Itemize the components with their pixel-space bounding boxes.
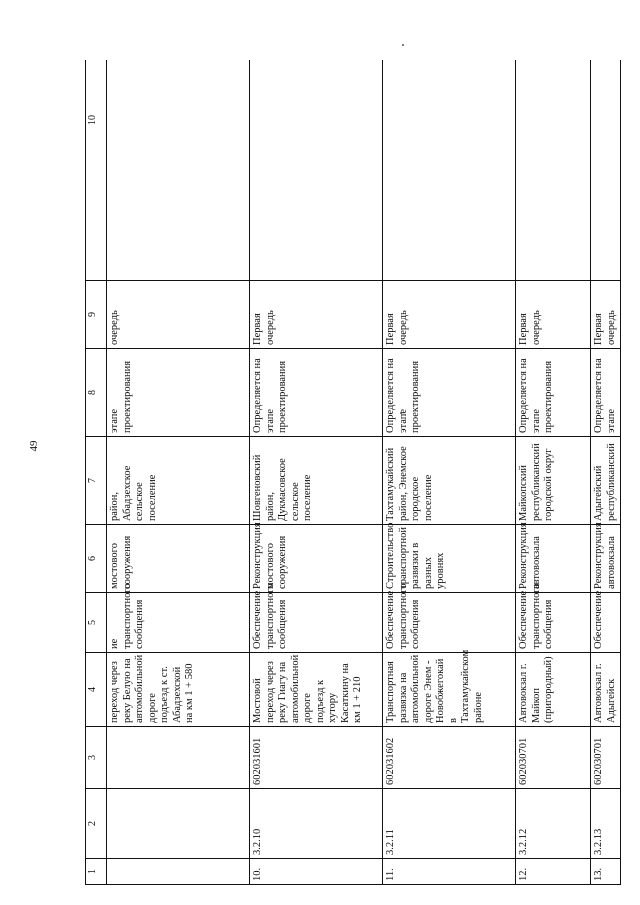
page-number: 49 (28, 440, 40, 452)
cell-type: Реконструкция мостового сооружения (250, 525, 383, 593)
cell-object: Мостовой переход через реку Гиагу на автомобильной дороге подъезд к хутору Касаткину на км 1 + 210 (250, 653, 383, 727)
table-row (516, 60, 591, 885)
col-header: 8 (86, 349, 107, 437)
cell-object: Транспортная развязка на автомобильной дороге Энем - Новобжегокай в Тахтамукайском районе (383, 653, 516, 727)
cell-purpose: Обеспечение транспортного сообщения (516, 593, 591, 653)
cell-queue: Первая очередь (591, 281, 621, 349)
col-header: 10 (86, 60, 107, 281)
cell-queue: Первая очередь (250, 281, 383, 349)
cell-type: Реконструкция автовокзала (591, 525, 621, 593)
cell-type: Реконструкция автовокзала (516, 525, 591, 593)
cell-purpose: ие транспортного сообщения (107, 593, 250, 653)
col-header: 4 (86, 653, 107, 727)
cell-num: 10. (250, 859, 383, 885)
cell-location: Тахтамукайский район, Энемское городское поселение (383, 437, 516, 525)
cell-location: район, Абадзехское сельское поселение (107, 437, 250, 525)
cell-stage: Определяется на этапе проектирования (383, 349, 516, 437)
cell-num (107, 859, 250, 885)
cell-note (516, 60, 591, 281)
cell-id: 602030701 (591, 727, 621, 789)
col-header: 3 (86, 727, 107, 789)
cell-code: 3.2.12 (516, 789, 591, 859)
table-row (250, 60, 383, 885)
objects-table (85, 60, 621, 885)
cell-note (591, 60, 621, 281)
column-number-row (86, 60, 107, 885)
cell-num: 11. (383, 859, 516, 885)
cell-queue: Первая очередь (383, 281, 516, 349)
cell-type: мостового сооружения (107, 525, 250, 593)
cell-purpose: Обеспечение транспортного сообщения (250, 593, 383, 653)
rotated-table-frame (85, 60, 625, 885)
cell-note (250, 60, 383, 281)
col-header: 6 (86, 525, 107, 593)
cell-id: 602030701 (516, 727, 591, 789)
cell-location: Майкопский республиканский городской округ (516, 437, 591, 525)
cell-queue: Первая очередь (516, 281, 591, 349)
cell-num: 12. (516, 859, 591, 885)
cell-stage: этапе проектирования (107, 349, 250, 437)
table-row (107, 60, 250, 885)
cell-object: Автовокзал г. Адыгейск (591, 653, 621, 727)
cell-location: Адыгейский республиканский (591, 437, 621, 525)
col-header: 9 (86, 281, 107, 349)
cell-stage: Определяется на этапе проектирования (250, 349, 383, 437)
cell-stage: Определяется на этапе проектирования (516, 349, 591, 437)
table-row (591, 60, 621, 885)
cell-type: Строительство транспортной развязки в разных уровнях (383, 525, 516, 593)
scan-speck (402, 44, 404, 46)
cell-code: 3.2.13 (591, 789, 621, 859)
cell-object: переход через реку Белую на автомобильной дороге подъезд к ст. Абадзехской на км 1 + 580 (107, 653, 250, 727)
cell-id: 602031601 (250, 727, 383, 789)
col-header: 2 (86, 789, 107, 859)
cell-num: 13. (591, 859, 621, 885)
cell-code (107, 789, 250, 859)
cell-purpose: Обеспечение (591, 593, 621, 653)
cell-id: 602031602 (383, 727, 516, 789)
rotated-table-container (85, 60, 625, 885)
cell-stage: Определяется на этапе (591, 349, 621, 437)
cell-object: Автовокзал г. Майкоп (пригородный) (516, 653, 591, 727)
col-header: 7 (86, 437, 107, 525)
col-header: 5 (86, 593, 107, 653)
cell-code: 3.2.11 (383, 789, 516, 859)
cell-location: Шовгеновский район, Дукмасовское сельское поселение (250, 437, 383, 525)
cell-queue: очередь (107, 281, 250, 349)
col-header: 1 (86, 859, 107, 885)
table-row (383, 60, 516, 885)
cell-purpose: Обеспечение транспортного сообщения (383, 593, 516, 653)
cell-note (107, 60, 250, 281)
cell-id (107, 727, 250, 789)
cell-note (383, 60, 516, 281)
cell-code: 3.2.10 (250, 789, 383, 859)
